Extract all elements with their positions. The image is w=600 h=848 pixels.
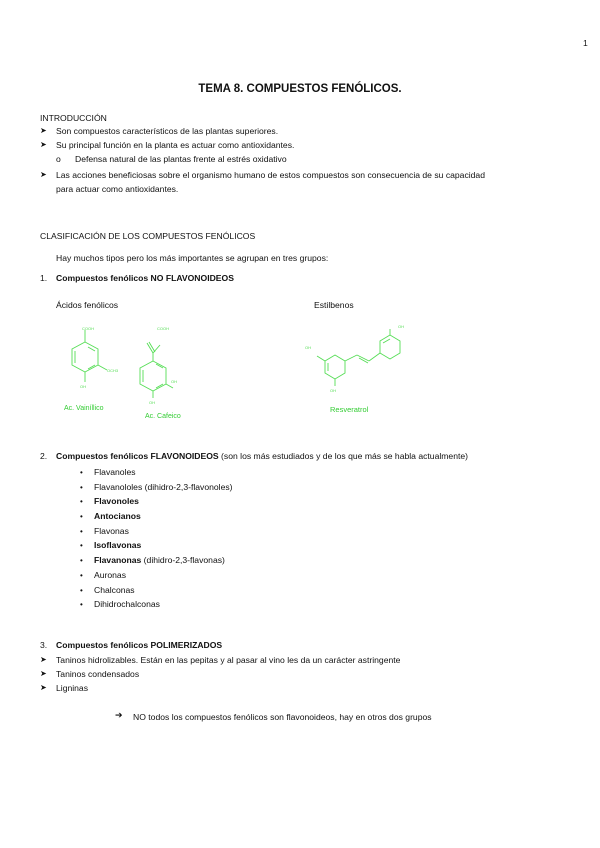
- vanillic-acid-structure: [55, 325, 125, 405]
- dot-bullet-icon: •: [80, 468, 83, 477]
- list-item-label: Isoflavonas: [94, 540, 142, 551]
- list-item-label: Auronas: [94, 569, 127, 580]
- classification-heading: CLASIFICACIÓN DE LOS COMPUESTOS FENÓLICOS: [40, 231, 256, 241]
- arrowhead-bullet-icon: ➤: [40, 669, 47, 678]
- dot-bullet-icon: •: [80, 600, 83, 610]
- group3-title: Compuestos fenólicos POLIMERIZADOS: [56, 640, 223, 650]
- resveratrol-structure: [300, 325, 410, 395]
- group2-heading: [56, 451, 468, 461]
- intro-bullet-continuation: para actuar como antioxidantes.: [56, 184, 179, 194]
- vanillic-acid-label: Ac. Vainíllico: [64, 405, 104, 412]
- group2-number: 2.: [40, 451, 48, 461]
- oh-label: OH: [330, 388, 336, 393]
- intro-heading: INTRODUCCIÓN: [40, 113, 107, 123]
- dot-bullet-icon: •: [80, 526, 83, 536]
- intro-sub-item: Defensa natural de las plantas frente al estrés oxidativo: [75, 154, 287, 164]
- list-item: [80, 535, 233, 550]
- closing-note: NO todos los compuestos fenólicos son flavonoideos, hay en otros dos grupos: [133, 712, 432, 722]
- oh-label: OH: [149, 400, 155, 405]
- intro-bullet: Las acciones beneficiosas sobre el organismo humano de estos compuestos son consecuencia de su capacidad: [56, 170, 485, 180]
- dot-bullet-icon: •: [80, 512, 83, 522]
- sub-bullet-marker: o: [56, 154, 61, 164]
- caffeic-acid-label: Ac. Cafeico: [145, 413, 181, 420]
- list-item-label: Flavanololes (dihidro-2,3-flavonoles): [94, 481, 233, 492]
- dot-bullet-icon: •: [80, 570, 83, 580]
- list-item-label: Flavanonas: [94, 555, 142, 566]
- group3-bullet: Taninos condensados: [56, 669, 140, 679]
- group1-title: Compuestos fenólicos NO FLAVONOIDEOS: [56, 273, 234, 283]
- arrowhead-bullet-icon: ➤: [40, 126, 47, 135]
- flavonoid-list: [80, 462, 233, 609]
- oh-label: OH: [398, 324, 404, 329]
- och3-label: OCH3: [107, 368, 119, 373]
- list-item-label: Chalconas: [94, 584, 135, 595]
- list-item: [80, 462, 233, 477]
- stilbenes-label: Estilbenos: [314, 300, 354, 310]
- dot-bullet-icon: •: [80, 585, 83, 595]
- list-item: [80, 506, 233, 521]
- intro-bullet: Son compuestos característicos de las plantas superiores.: [56, 126, 279, 136]
- right-arrow-icon: ➔: [115, 710, 123, 720]
- group3-bullet: Taninos hidrolizables. Están en las pepitas y al pasar al vino les da un carácter astringente: [56, 655, 401, 665]
- intro-bullet: Su principal función en la planta es actuar como antioxidantes.: [56, 140, 295, 150]
- oh-label: OH: [171, 379, 177, 384]
- list-item: [80, 521, 233, 536]
- group3-bullet: Ligninas: [56, 683, 89, 693]
- list-item-label: Antocianos: [94, 511, 141, 522]
- dot-bullet-icon: •: [80, 482, 83, 492]
- list-item: • Flavanonas (dihidro-2,3-flavonas): [80, 555, 225, 566]
- group2-title: Compuestos fenólicos FLAVONOIDEOS: [56, 451, 219, 461]
- dot-bullet-icon: •: [80, 497, 83, 507]
- cooh-label: COOH: [157, 326, 169, 331]
- arrowhead-bullet-icon: ➤: [40, 655, 47, 664]
- list-item: [80, 491, 233, 506]
- arrowhead-bullet-icon: ➤: [40, 170, 47, 179]
- oh-label: OH: [80, 384, 86, 389]
- list-item: [80, 594, 233, 609]
- cooh-label: COOH: [82, 326, 94, 331]
- oh-label: OH: [305, 345, 311, 350]
- group3-number: 3.: [40, 640, 48, 650]
- dot-bullet-icon: •: [80, 556, 83, 566]
- arrowhead-bullet-icon: ➤: [40, 683, 47, 692]
- classification-intro: Hay muchos tipos pero los más importantes se agrupan en tres grupos:: [56, 253, 329, 263]
- list-item: [80, 565, 233, 580]
- page-title: TEMA 8. COMPUESTOS FENÓLICOS.: [198, 83, 402, 95]
- group1-number: 1.: [40, 273, 48, 283]
- arrowhead-bullet-icon: ➤: [40, 140, 47, 149]
- list-item-label: Flavanoles: [94, 467, 136, 477]
- dot-bullet-icon: •: [80, 541, 83, 551]
- list-item: [80, 477, 233, 492]
- list-item-label: Flavonoles: [94, 496, 139, 507]
- phenolic-acids-label: Ácidos fenólicos: [56, 300, 119, 310]
- list-item: [80, 580, 233, 595]
- list-item-label: Flavonas: [94, 525, 129, 536]
- group2-note: (son los más estudiados y de los que más se habla actualmente): [218, 451, 469, 461]
- resveratrol-label: Resveratrol: [330, 405, 369, 414]
- caffeic-acid-structure: [135, 325, 195, 405]
- list-item-label: Dihidrochalconas: [94, 599, 160, 610]
- page-number: 1: [583, 38, 588, 48]
